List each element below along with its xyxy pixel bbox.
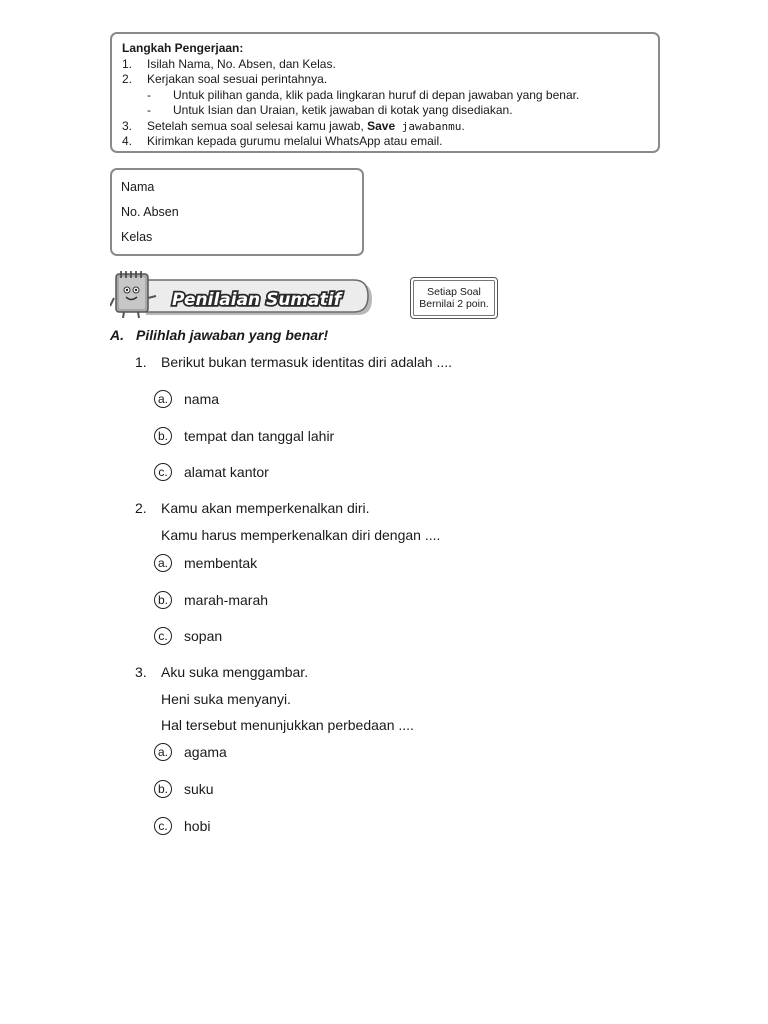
option-text: hobi bbox=[184, 818, 211, 834]
section-title: Pilihlah jawaban yang benar! bbox=[136, 327, 329, 343]
option-text: marah-marah bbox=[184, 592, 269, 608]
question-2 bbox=[135, 500, 440, 553]
q2-option-b[interactable] bbox=[154, 588, 268, 612]
q1-option-b[interactable] bbox=[154, 424, 334, 448]
option-text: alamat kantor bbox=[184, 464, 269, 480]
instruction-step-3: 3. Setelah semua soal selesai kamu jawab, Save jawabanmu. bbox=[122, 118, 465, 133]
option-text: nama bbox=[184, 391, 220, 407]
name-field-label: Nama bbox=[121, 180, 155, 194]
q3-option-c[interactable] bbox=[154, 814, 210, 838]
option-circle[interactable]: b. bbox=[154, 427, 172, 445]
question-number: 2. bbox=[135, 500, 147, 516]
q3-option-a[interactable] bbox=[154, 740, 227, 764]
section-heading bbox=[110, 327, 328, 343]
option-circle[interactable]: c. bbox=[154, 817, 172, 835]
section-letter: A. bbox=[110, 327, 124, 343]
points-note-line1: Setiap Soal bbox=[427, 286, 481, 298]
penilaian-sumatif-banner bbox=[110, 268, 372, 320]
instruction-substep-2: - Untuk Isian dan Uraian, ketik jawaban di kotak yang disediakan. bbox=[147, 103, 513, 117]
class-field-label: Kelas bbox=[121, 230, 153, 244]
instruction-step-1: 1. Isilah Nama, No. Absen, dan Kelas. bbox=[122, 56, 336, 71]
question-text: Hal tersebut menunjukkan perbedaan .... bbox=[161, 717, 414, 733]
option-circle[interactable]: a. bbox=[154, 743, 172, 761]
question-text: Berikut bukan termasuk identitas diri adalah .... bbox=[161, 354, 453, 370]
option-circle[interactable]: b. bbox=[154, 591, 172, 609]
banner-graphic bbox=[110, 268, 372, 320]
q2-option-c[interactable] bbox=[154, 624, 222, 648]
question-number: 3. bbox=[135, 664, 147, 680]
option-text: membentak bbox=[184, 555, 258, 571]
option-text: sopan bbox=[184, 628, 223, 644]
instruction-substep-1: - Untuk pilihan ganda, klik pada lingkaran huruf di depan jawaban yang benar. bbox=[147, 87, 580, 102]
question-3 bbox=[135, 664, 414, 744]
points-note-box bbox=[410, 277, 498, 319]
question-text: Heni suka menyanyi. bbox=[161, 690, 291, 707]
q1-option-c[interactable] bbox=[154, 460, 269, 484]
option-circle[interactable]: a. bbox=[154, 390, 172, 408]
q2-option-a[interactable] bbox=[154, 551, 257, 575]
instructions-box bbox=[110, 32, 660, 153]
option-text: agama bbox=[184, 744, 227, 760]
q3-option-b[interactable] bbox=[154, 777, 214, 801]
points-note-line2: Bernilai 2 poin. bbox=[419, 298, 489, 310]
identity-box bbox=[110, 168, 364, 256]
option-circle[interactable]: c. bbox=[154, 463, 172, 481]
save-keyword: Save bbox=[367, 118, 396, 133]
question-1 bbox=[135, 354, 452, 381]
option-text: suku bbox=[184, 781, 214, 797]
question-text: Aku suka menggambar. bbox=[161, 664, 309, 680]
absen-field-label: No. Absen bbox=[121, 205, 179, 219]
question-text: Kamu harus memperkenalkan diri dengan .... bbox=[161, 526, 441, 543]
question-number: 1. bbox=[135, 354, 147, 370]
option-circle[interactable]: b. bbox=[154, 780, 172, 798]
instructions-heading: Langkah Pengerjaan: bbox=[122, 41, 244, 55]
q1-option-a[interactable] bbox=[154, 387, 219, 411]
instruction-step-4: 4. Kirimkan kepada gurumu melalui WhatsApp atau email. bbox=[122, 134, 443, 148]
option-circle[interactable]: a. bbox=[154, 554, 172, 572]
question-text: Kamu akan memperkenalkan diri. bbox=[161, 500, 370, 516]
option-circle[interactable]: c. bbox=[154, 627, 172, 645]
banner-title: Penilaian Sumatif bbox=[172, 290, 341, 310]
instruction-step-2: 2. Kerjakan soal sesuai perintahnya. bbox=[122, 72, 328, 86]
option-text: tempat dan tanggal lahir bbox=[184, 428, 335, 444]
